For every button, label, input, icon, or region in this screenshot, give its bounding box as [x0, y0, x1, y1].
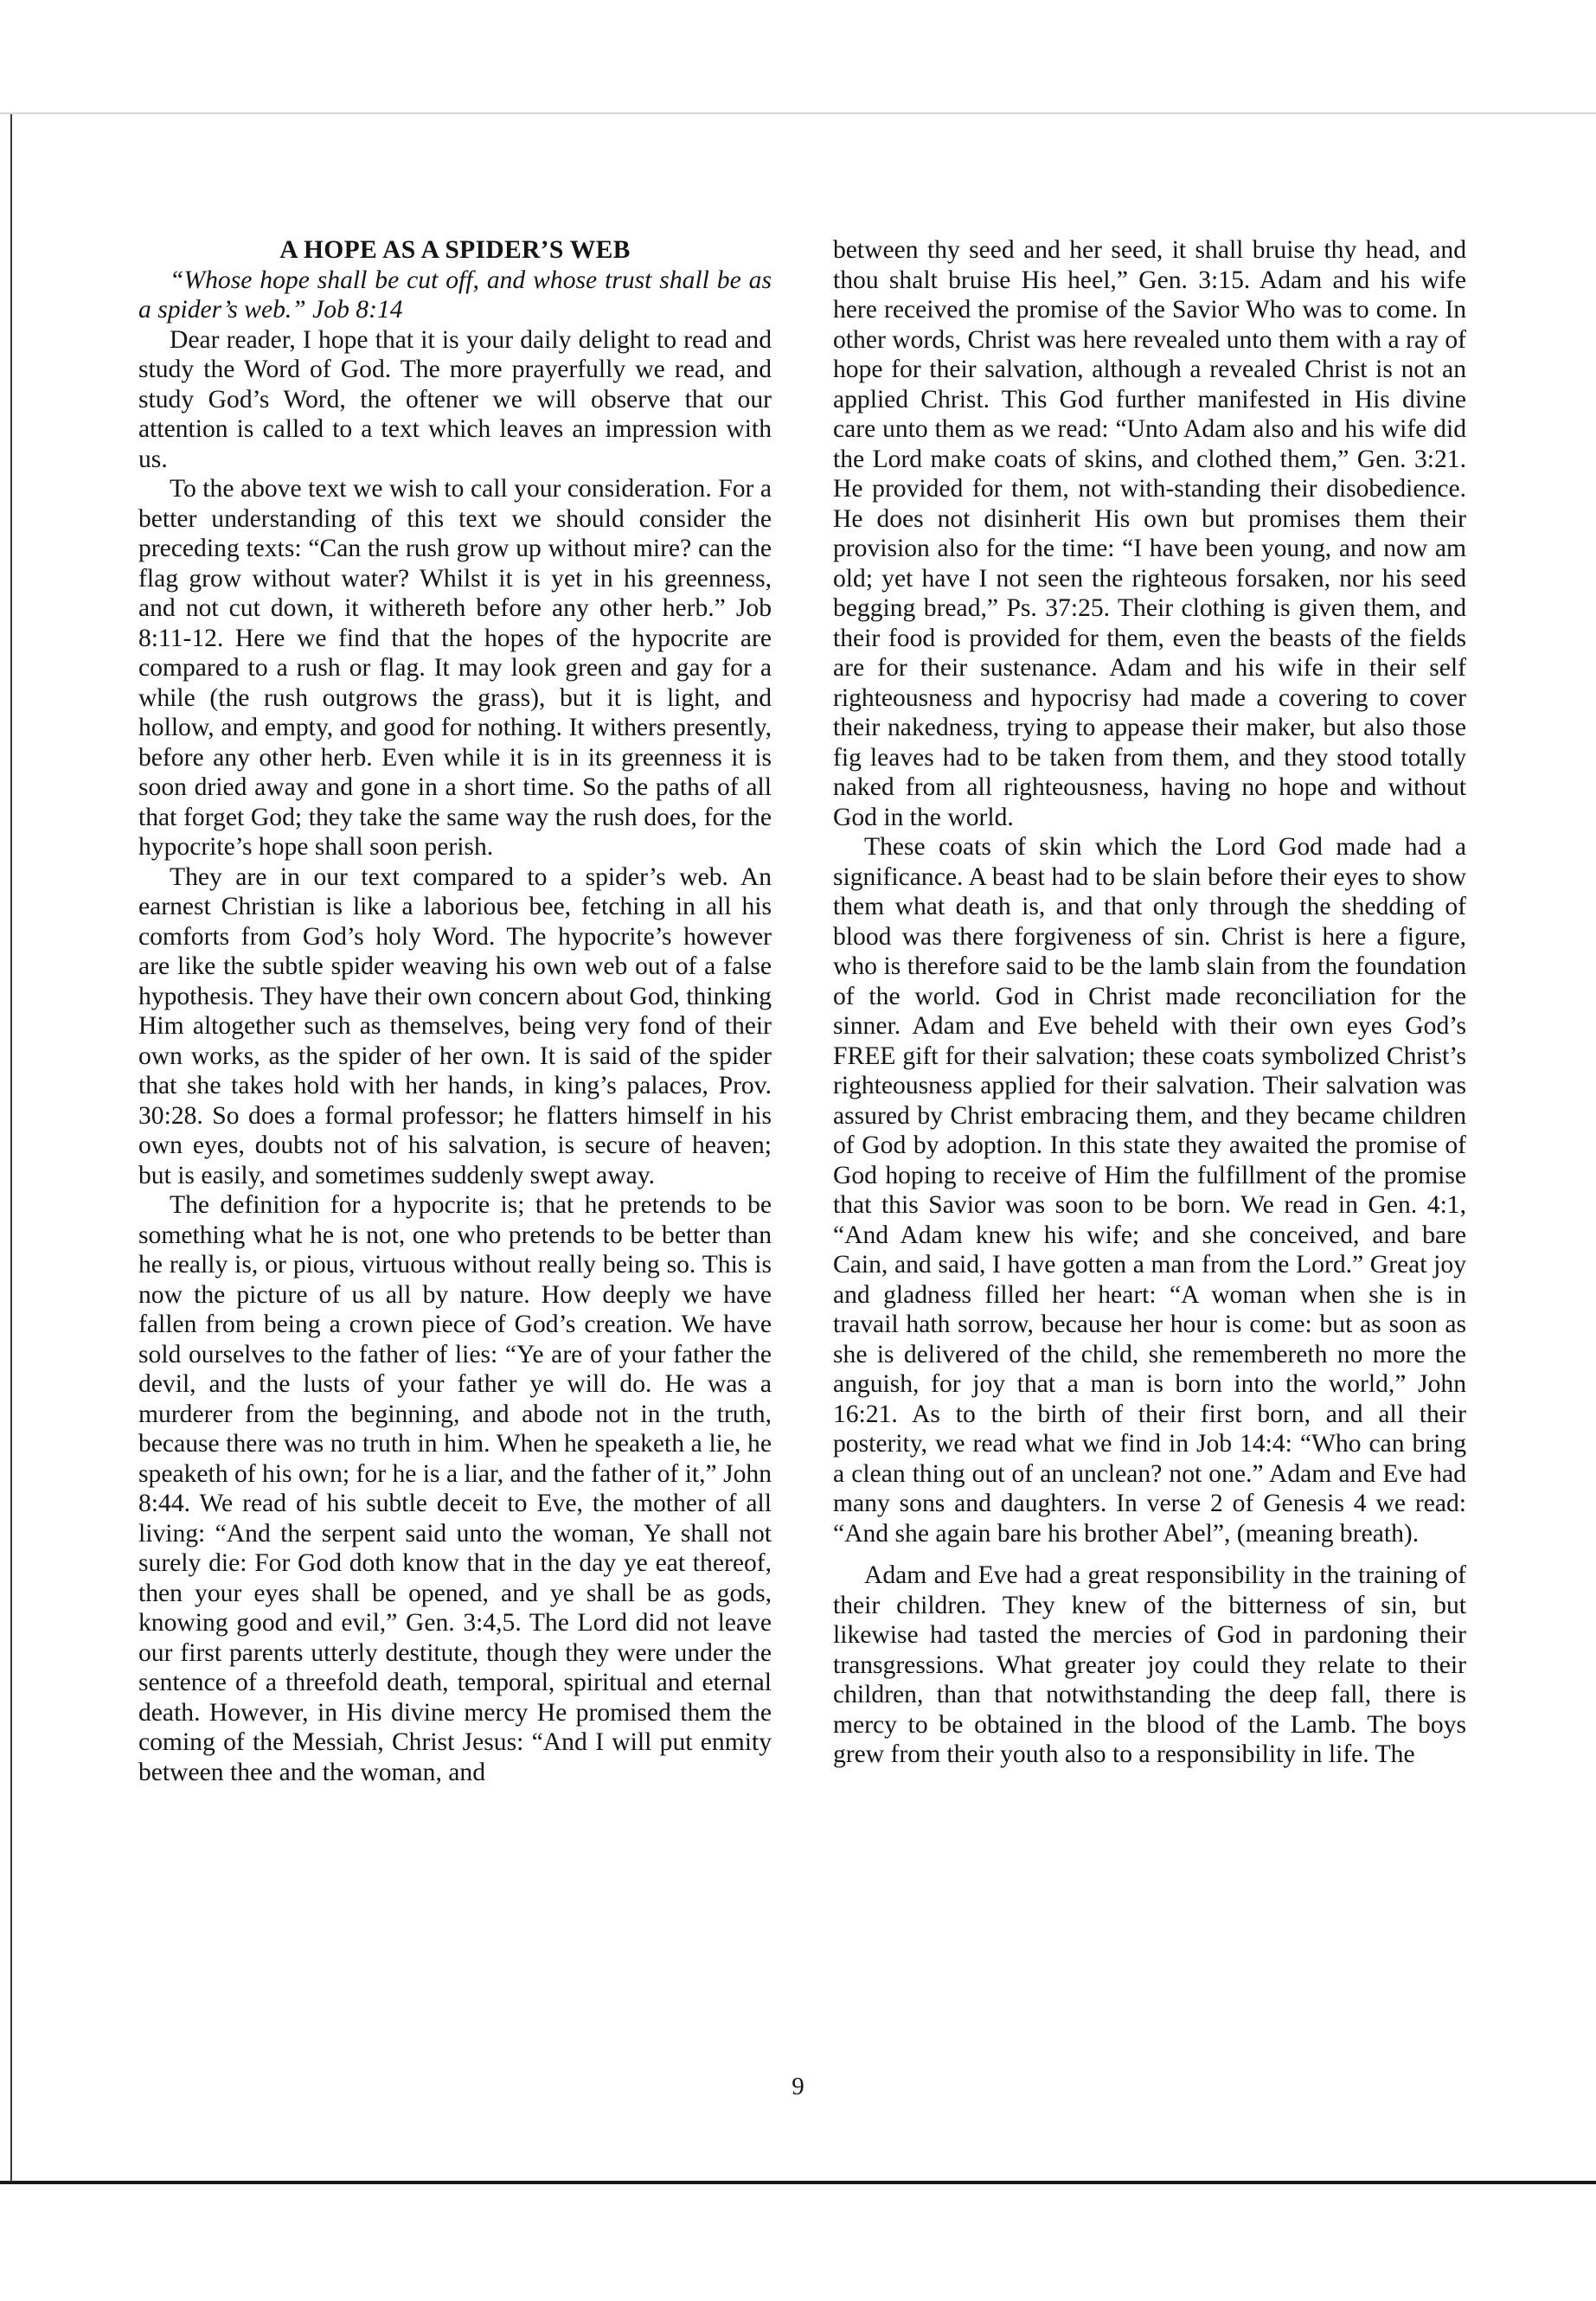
paragraph: Adam and Eve had a great responsibility in the training of their children. They knew of the bitterness of sin, but likewise had tasted the mercies of God in pardoning their transgressions. What greater joy could they relate to their children, than that notwithstanding the deep fall, there is mercy to be obtained in the blood of the Lamb. The boys grew from their youth also to a responsibility in life. The: [833, 1561, 1466, 1768]
left-edge-rule: [10, 114, 12, 2182]
article-title: A HOPE AS A SPIDER’S WEB: [279, 236, 631, 264]
paragraph: Dear reader, I hope that it is your daily delight to read and study the Word of God. The more prayerfully we read, and study God’s Word, the oftener we will observe that our attention is called to a text which leaves an impression with us.: [138, 325, 772, 473]
epigraph-quote: “Whose hope shall be cut off, and whose trust shall be as a spider’s web.” Job 8:14: [138, 266, 772, 324]
page-number: 9: [792, 2073, 804, 2100]
paragraph: To the above text we wish to call your consideration. For a better understanding of this text we should consider the preceding texts: “Can the rush grow up without mire? can the flag grow without water? Whilst it is yet in his greenness, and not cut down, it withereth before any other herb.” Job 8:11-12. Here we find that the hopes of the hypocrite are compared to a rush or flag. It may look green and gay for a while (the rush outgrows the grass), but it is light, and hollow, and empty, and good for nothing. It withers presently, before any other herb. Even while it is in its greenness it is soon dried away and gone in a short time. So the paths of all that forget God; they take the same way the rush does, for the hypocrite’s hope shall soon perish.: [138, 475, 772, 861]
paragraph: The definition for a hypocrite is; that he pretends to be something what he is not, one who pretends to be better than he really is, or pious, virtuous without really being so. This is now the picture of us all by nature. How deeply we have fallen from being a crown piece of God’s creation. We have sold ourselves to the father of lies: “Ye are of your father the devil, and the lusts of your father ye will do. He was a murderer from the beginning, and abode not in the truth, because there was no truth in him. When he speaketh a lie, he speaketh of his own; for he is a liar, and the father of it,” John 8:44. We read of his subtle deceit to Eve, the mother of all living: “And the serpent said unto the woman, Ye shall not surely die: For God doth know that in the day ye eat thereof, then your eyes shall be opened, and ye shall be as gods, knowing good and evil,” Gen. 3:4,5. The Lord did not leave our first parents utterly destitute, though they were under the sentence of a threefold death, temporal, spiritual and eternal death. However, in His divine mercy He promised them the coming of the Messiah, Christ Jesus: “And I will put enmity between thee and the woman, and: [138, 1191, 772, 1786]
right-column: [833, 235, 1466, 1770]
paragraph: These coats of skin which the Lord God made had a significance. A beast had to be slain before their eyes to show them what death is, and that only through the shedding of blood was there forgiveness of sin. Christ is here a figure, who is therefore said to be the lamb slain from the foundation of the world. God in Christ made reconciliation for the sinner. Adam and Eve beheld with their own eyes God’s FREE gift for their salvation; these coats symbolized Christ’s righteousness applied for their salvation. Their salvation was assured by Christ embracing them, and they became children of God by adoption. In this state they awaited the promise of God hoping to receive of Him the fulfillment of the promise that this Savior was soon to be born. We read in Gen. 4:1, “And Adam knew his wife; and she conceived, and bare Cain, and said, I have gotten a man from the Lord.” Great joy and gladness filled her heart: “A woman when she is in travail hath sorrow, because her hour is come: but as soon as she is delivered of the child, she remembereth no more the anguish, for joy that a man is born into the world,” John 16:21. As to the birth of their first born, and all their posterity, we read what we find in Job 14:4: “Who can bring a clean thing out of an unclean? not one.” Adam and Eve had many sons and daughters. In verse 2 of Genesis 4 we read: “And she again bare his brother Abel”, (meaning breath).: [833, 833, 1466, 1548]
paragraph: They are in our text compared to a spider’s web. An earnest Christian is like a laborious bee, fetching in all his comforts from God’s holy Word. The hypocrite’s however are like the subtle spider weaving his own web out of a false hypothesis. They have their own concern about God, thinking Him altogether such as themselves, being very fond of their own works, as the spider of her own. It is said of the spider that she takes hold with her hands, in king’s palaces, Prov. 30:28. So does a formal professor; he flatters himself in his own eyes, doubts not of his salvation, is secure of heaven; but is easily, and sometimes suddenly swept away.: [138, 862, 772, 1189]
paragraph-continued: between thy seed and her seed, it shall bruise thy head, and thou shalt bruise His heel,” Gen. 3:15. Adam and his wife here received the promise of the Savior Who was to come. In other words, Christ was here revealed unto them with a ray of hope for their salvation, although a revealed Christ is not an applied Christ. This God further manifested in His divine care unto them as we read: “Unto Adam also and his wife did the Lord make coats of skins, and clothed them,” Gen. 3:21. He provided for them, not with-standing their disobedience. He does not disinherit His own but promises them their provision also for the time: “I have been young, and now am old; yet have I not seen the righteous forsaken, nor his seed begging bread,” Ps. 37:25. Their clothing is given them, and their food is provided for them, even the beasts of the fields are for their sustenance. Adam and his wife in their self righteousness and hypocrisy had made a covering to cover their nakedness, trying to appease their maker, but also those fig leaves had to be taken from them, and they stood totally naked from all righteousness, having no hope and without God in the world.: [833, 236, 1466, 831]
left-column: [138, 235, 772, 1787]
